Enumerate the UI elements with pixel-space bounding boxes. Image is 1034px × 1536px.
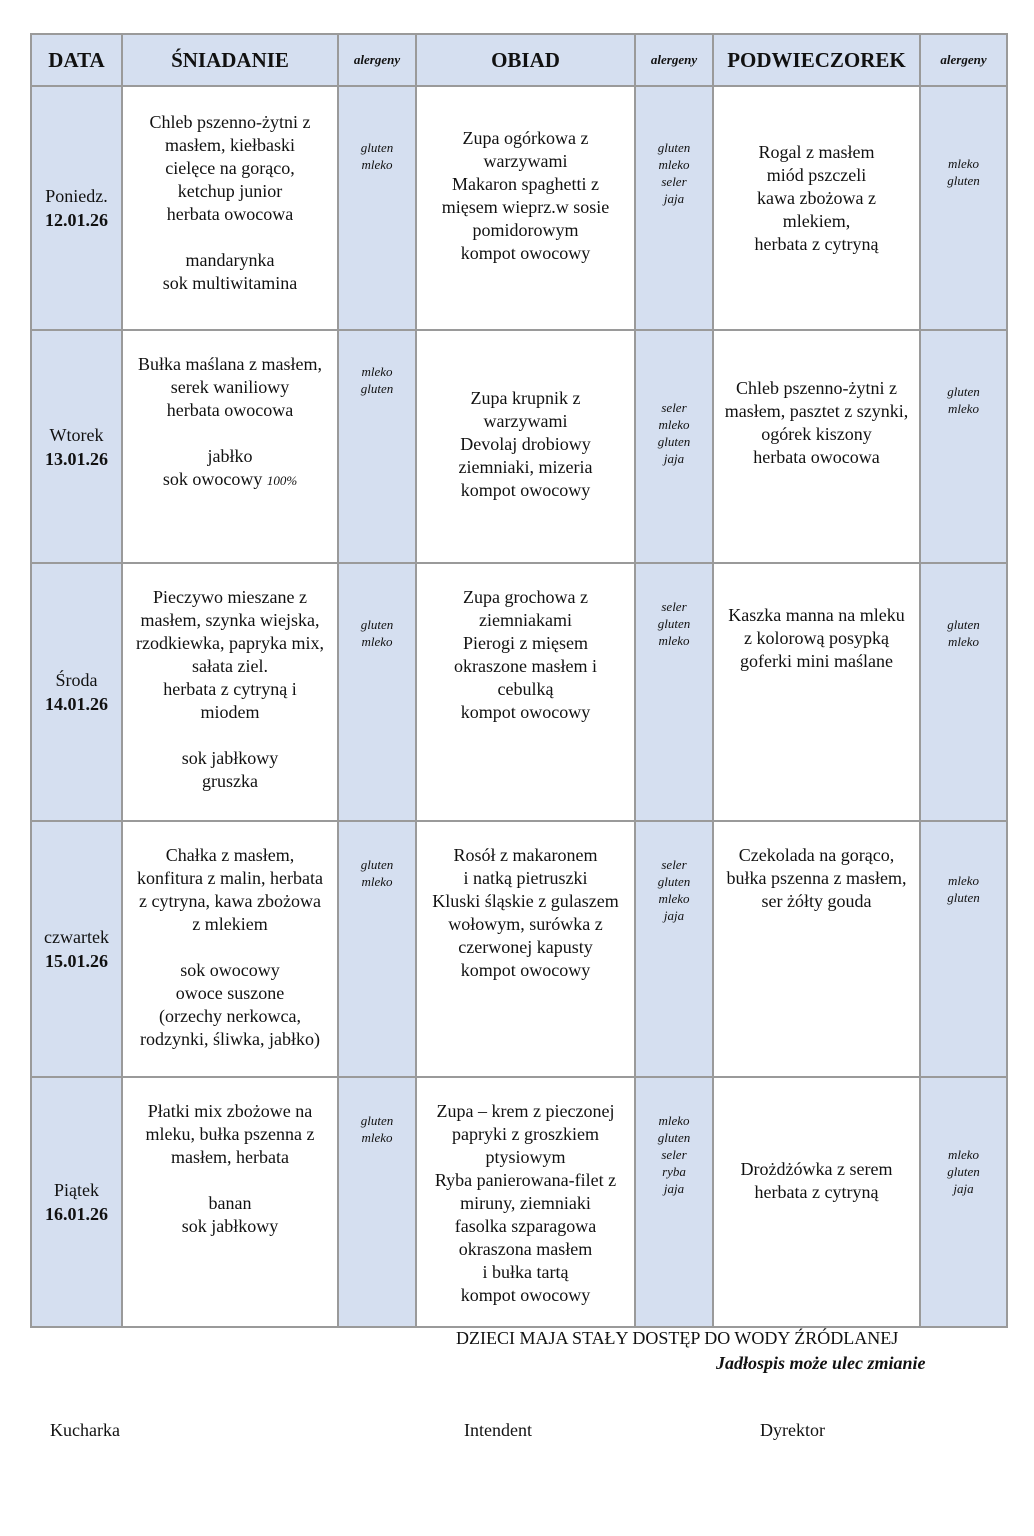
day-name: Poniedz. bbox=[45, 186, 108, 206]
lunch-line: Zupa – krem z pieczonej bbox=[436, 1101, 615, 1121]
allergen: mleko bbox=[361, 1130, 393, 1145]
lunch-line: miruny, ziemniaki bbox=[460, 1193, 591, 1213]
change-notice: Jadłospis może ulec zmianie bbox=[716, 1353, 926, 1373]
lunch-line: kompot owocowy bbox=[460, 702, 591, 722]
lunch-line: pomidorowym bbox=[472, 220, 579, 240]
breakfast-line: owoce suszone bbox=[175, 983, 285, 1003]
breakfast-line bbox=[123, 724, 337, 747]
signature-steward: Intendent bbox=[464, 1420, 532, 1440]
snack-line: bułka pszenna z masłem, bbox=[726, 868, 907, 888]
header-lunch: OBIAD bbox=[416, 34, 635, 86]
allergen: gluten bbox=[947, 173, 980, 188]
breakfast-cell bbox=[122, 86, 338, 330]
allergen: jaja bbox=[663, 908, 685, 923]
breakfast-line: ketchup junior bbox=[177, 181, 283, 201]
allergen: gluten bbox=[947, 617, 980, 632]
allergen: gluten bbox=[360, 617, 394, 632]
lunch-line: papryki z groszkiem bbox=[452, 1124, 599, 1144]
allergen: mleko bbox=[658, 417, 690, 432]
allergen: jaja bbox=[663, 451, 685, 466]
lunch-line: ptysiowym bbox=[485, 1147, 566, 1167]
allergen: gluten bbox=[657, 874, 691, 889]
table-row bbox=[31, 563, 1007, 821]
snack-cell bbox=[713, 821, 920, 1077]
lunch-line: mięsem wieprz.w sosie bbox=[441, 197, 610, 217]
breakfast-line: Chleb pszenno-żytni z bbox=[149, 112, 311, 132]
lunch-line: ziemniakami bbox=[479, 610, 572, 630]
allergen: mleko bbox=[947, 156, 980, 171]
table-row bbox=[31, 86, 1007, 330]
breakfast-line: Pieczywo mieszane z bbox=[153, 587, 307, 607]
breakfast-line bbox=[123, 226, 337, 249]
breakfast-line: sok multiwitamina bbox=[162, 273, 298, 293]
header-allergens-snack: alergeny bbox=[920, 34, 1007, 86]
allergen: jaja bbox=[663, 191, 685, 206]
day-date: 14.01.26 bbox=[45, 694, 108, 714]
breakfast-line: z mlekiem bbox=[192, 914, 268, 934]
lunch-cell bbox=[416, 563, 635, 821]
breakfast-line: Chałka z masłem, bbox=[165, 845, 295, 865]
lunch-line: kompot owocowy bbox=[460, 960, 591, 980]
breakfast-line: jabłko bbox=[207, 446, 253, 466]
lunch-line: Zupa krupnik z bbox=[470, 388, 581, 408]
lunch-line: warzywami bbox=[483, 411, 568, 431]
allergen: seler bbox=[661, 857, 687, 872]
day-cell bbox=[31, 330, 122, 563]
snack-cell bbox=[713, 86, 920, 330]
breakfast-allergens-cell bbox=[338, 563, 416, 821]
snack-line: kawa zbożowa z bbox=[757, 188, 876, 208]
snack-allergens-cell bbox=[920, 821, 1007, 1077]
lunch-line: warzywami bbox=[483, 151, 568, 171]
breakfast-line: rzodkiewka, papryka mix, bbox=[136, 633, 324, 653]
breakfast-line: rodzynki, śliwka, jabłko) bbox=[140, 1029, 320, 1049]
breakfast-line: konfitura z malin, herbata bbox=[137, 868, 323, 888]
lunch-cell bbox=[416, 86, 635, 330]
day-name: Środa bbox=[55, 670, 98, 690]
breakfast-line: masłem, kiełbaski bbox=[165, 135, 295, 155]
lunch-line: fasolka szparagowa bbox=[454, 1216, 597, 1236]
lunch-line: ziemniaki, mizeria bbox=[458, 457, 593, 477]
snack-line: Rogal z masłem bbox=[758, 142, 875, 162]
lunch-line: cebulką bbox=[497, 679, 554, 699]
breakfast-allergens-cell bbox=[338, 821, 416, 1077]
breakfast-line: cielęce na gorąco, bbox=[165, 158, 295, 178]
day-date: 15.01.26 bbox=[45, 951, 108, 971]
day-cell bbox=[31, 821, 122, 1077]
allergen: seler bbox=[661, 400, 687, 415]
header-allergens-lunch: alergeny bbox=[635, 34, 713, 86]
snack-line: herbata owocowa bbox=[753, 447, 880, 467]
snack-allergens-cell bbox=[920, 86, 1007, 330]
allergen: mleko bbox=[947, 873, 980, 888]
day-date: 12.01.26 bbox=[45, 210, 108, 230]
snack-line: Drożdżówka z serem bbox=[740, 1159, 893, 1179]
lunch-line: wołowym, surówka z bbox=[448, 914, 603, 934]
allergen: seler bbox=[661, 1147, 687, 1162]
allergen: gluten bbox=[360, 1113, 394, 1128]
allergen: mleko bbox=[947, 1147, 980, 1162]
allergen: gluten bbox=[360, 140, 394, 155]
breakfast-line: mleku, bułka pszenna z bbox=[145, 1124, 315, 1144]
snack-cell bbox=[713, 1077, 920, 1327]
header-row bbox=[31, 34, 1007, 86]
allergen: gluten bbox=[657, 140, 691, 155]
table-row bbox=[31, 821, 1007, 1077]
breakfast-line bbox=[123, 468, 337, 492]
breakfast-line-main: sok owocowy bbox=[162, 469, 267, 489]
breakfast-cell bbox=[122, 821, 338, 1077]
lunch-line: Kluski śląskie z gulaszem bbox=[432, 891, 619, 911]
lunch-allergens-cell bbox=[635, 330, 713, 563]
breakfast-line bbox=[123, 422, 337, 445]
snack-line: ser żółty gouda bbox=[761, 891, 872, 911]
allergen: ryba bbox=[662, 1164, 686, 1179]
allergen: mleko bbox=[658, 633, 690, 648]
allergen: gluten bbox=[360, 381, 394, 396]
allergen: jaja bbox=[953, 1181, 974, 1196]
breakfast-line: sok owocowy bbox=[180, 960, 280, 980]
breakfast-line: Płatki mix zbożowe na bbox=[147, 1101, 313, 1121]
allergen: gluten bbox=[947, 1164, 980, 1179]
lunch-line: i natką pietruszki bbox=[463, 868, 588, 888]
water-notice: DZIECI MAJA STAŁY DOSTĘP DO WODY ŹRÓDLANEJ bbox=[456, 1328, 899, 1348]
snack-line: herbata z cytryną bbox=[754, 1182, 879, 1202]
breakfast-line: serek waniliowy bbox=[170, 377, 290, 397]
breakfast-allergens-cell bbox=[338, 86, 416, 330]
day-name: Piątek bbox=[54, 1180, 99, 1200]
allergen: jaja bbox=[663, 1181, 685, 1196]
snack-line: ogórek kiszony bbox=[761, 424, 872, 444]
lunch-cell bbox=[416, 1077, 635, 1327]
allergen: mleko bbox=[658, 891, 690, 906]
breakfast-line: miodem bbox=[200, 702, 260, 722]
breakfast-line: herbata owocowa bbox=[166, 204, 294, 224]
breakfast-line: (orzechy nerkowca, bbox=[159, 1006, 301, 1026]
allergen: mleko bbox=[361, 157, 393, 172]
breakfast-line: z cytryna, kawa zbożowa bbox=[139, 891, 321, 911]
breakfast-allergens-cell bbox=[338, 330, 416, 563]
table-row bbox=[31, 1077, 1007, 1327]
header-snack: PODWIECZOREK bbox=[713, 34, 920, 86]
allergen: gluten bbox=[360, 857, 394, 872]
day-name: czwartek bbox=[44, 927, 109, 947]
allergen: gluten bbox=[657, 1130, 691, 1145]
allergen: mleko bbox=[947, 634, 980, 649]
lunch-cell bbox=[416, 330, 635, 563]
breakfast-line: sok jabłkowy bbox=[181, 1216, 279, 1236]
lunch-line: Pierogi z mięsem bbox=[463, 633, 588, 653]
lunch-line: i bułka tartą bbox=[482, 1262, 569, 1282]
snack-cell bbox=[713, 330, 920, 563]
lunch-line: kompot owocowy bbox=[460, 1285, 591, 1305]
breakfast-cell bbox=[122, 1077, 338, 1327]
day-cell bbox=[31, 1077, 122, 1327]
breakfast-line: herbata owocowa bbox=[166, 400, 294, 420]
breakfast-line: herbata z cytryną i bbox=[163, 679, 297, 699]
breakfast-line: gruszka bbox=[202, 771, 258, 791]
snack-cell bbox=[713, 563, 920, 821]
breakfast-line: Bułka maślana z masłem, bbox=[138, 354, 322, 374]
breakfast-line: sok jabłkowy bbox=[181, 748, 279, 768]
table-row bbox=[31, 330, 1007, 563]
allergen: mleko bbox=[361, 874, 393, 889]
snack-line: Kaszka manna na mleku bbox=[728, 605, 905, 625]
allergen: gluten bbox=[947, 890, 980, 905]
breakfast-cell bbox=[122, 330, 338, 563]
snack-line: Chleb pszenno-żytni z bbox=[736, 378, 897, 398]
snack-line: z kolorową posypką bbox=[744, 628, 889, 648]
snack-line: Czekolada na gorąco, bbox=[738, 845, 895, 865]
allergen: seler bbox=[661, 599, 687, 614]
lunch-line: Zupa ogórkowa z bbox=[462, 128, 589, 148]
allergen: mleko bbox=[361, 634, 393, 649]
snack-line: goferki mini maślane bbox=[740, 651, 893, 671]
snack-allergens-cell bbox=[920, 563, 1007, 821]
allergen: mleko bbox=[361, 364, 393, 379]
breakfast-line bbox=[123, 936, 337, 959]
day-cell bbox=[31, 563, 122, 821]
header-date: DATA bbox=[31, 34, 122, 86]
allergen: mleko bbox=[947, 401, 980, 416]
signature-director: Dyrektor bbox=[760, 1420, 825, 1440]
signature-cook: Kucharka bbox=[50, 1420, 120, 1440]
day-name: Wtorek bbox=[49, 424, 104, 445]
lunch-line: okraszone masłem i bbox=[454, 656, 597, 676]
snack-line: masłem, pasztet z szynki, bbox=[724, 401, 909, 421]
breakfast-line: sałata ziel. bbox=[192, 656, 268, 676]
breakfast-line-note: 100% bbox=[266, 473, 298, 488]
lunch-line: czerwonej kapusty bbox=[458, 937, 593, 957]
lunch-line: Ryba panierowana-filet z bbox=[434, 1170, 617, 1190]
allergen: mleko bbox=[658, 1113, 690, 1128]
lunch-allergens-cell bbox=[635, 821, 713, 1077]
lunch-line: Makaron spaghetti z bbox=[452, 174, 599, 194]
breakfast-line: masłem, szynka wiejska, bbox=[140, 610, 320, 630]
allergen: mleko bbox=[658, 157, 690, 172]
lunch-line: kompot owocowy bbox=[460, 480, 591, 500]
snack-line: herbata z cytryną bbox=[754, 234, 879, 254]
lunch-line: kompot owocowy bbox=[460, 243, 591, 263]
breakfast-line bbox=[123, 1169, 337, 1192]
day-date: 13.01.26 bbox=[45, 448, 108, 469]
snack-allergens-cell bbox=[920, 1077, 1007, 1327]
allergen: gluten bbox=[657, 434, 691, 449]
lunch-line: okraszona masłem bbox=[458, 1239, 593, 1259]
day-date: 16.01.26 bbox=[45, 1204, 108, 1224]
allergen: seler bbox=[661, 174, 687, 189]
lunch-allergens-cell bbox=[635, 86, 713, 330]
lunch-allergens-cell bbox=[635, 563, 713, 821]
breakfast-line: banan bbox=[208, 1193, 252, 1213]
menu-table bbox=[30, 33, 1008, 1328]
snack-line: mlekiem, bbox=[782, 211, 851, 231]
snack-line: miód pszczeli bbox=[766, 165, 867, 185]
lunch-line: Devolaj drobiowy bbox=[460, 434, 591, 454]
breakfast-allergens-cell bbox=[338, 1077, 416, 1327]
lunch-cell bbox=[416, 821, 635, 1077]
breakfast-cell bbox=[122, 563, 338, 821]
allergen: gluten bbox=[657, 616, 691, 631]
header-allergens-breakfast: alergeny bbox=[338, 34, 416, 86]
lunch-line: Zupa grochowa z bbox=[463, 587, 588, 607]
allergen: gluten bbox=[947, 384, 980, 399]
snack-allergens-cell bbox=[920, 330, 1007, 563]
lunch-line: Rosół z makaronem bbox=[453, 845, 598, 865]
lunch-allergens-cell bbox=[635, 1077, 713, 1327]
breakfast-line: masłem, herbata bbox=[171, 1147, 289, 1167]
day-cell bbox=[31, 86, 122, 330]
header-breakfast: ŚNIADANIE bbox=[122, 34, 338, 86]
breakfast-line: mandarynka bbox=[185, 250, 275, 270]
